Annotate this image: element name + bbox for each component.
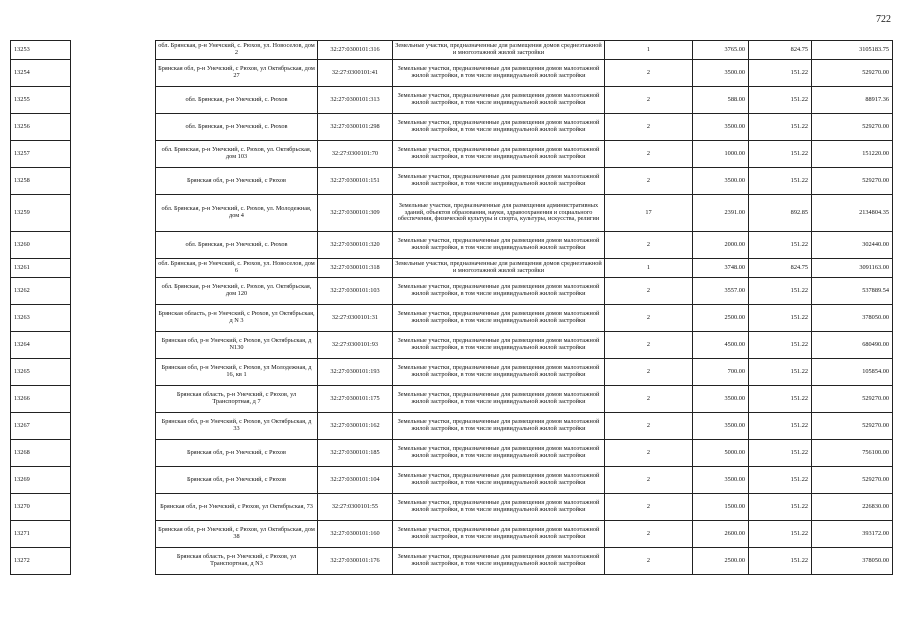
address-cell: Брянская обл, р-н Унечский, с Рюхов (156, 467, 318, 494)
spacer-cell (71, 278, 156, 305)
spacer-cell (71, 41, 156, 60)
area-cell: 2391.00 (693, 195, 749, 232)
land-use-cell: Земельные участки, предназначенные для размещения домов малоэтажной жилой застройки, в том числе индивидуальной жилой застройки (393, 232, 605, 259)
specific-value-cell: 151.22 (749, 386, 812, 413)
page-number: 722 (876, 14, 891, 25)
table-row (11, 494, 893, 521)
cadastral-number-cell: 32:27:0300101:316 (318, 41, 393, 60)
address-cell: Брянская обл, р-н Унечский, с Рюхов, ул Октябрьская, 73 (156, 494, 318, 521)
spacer-cell (71, 259, 156, 278)
group-number-cell: 2 (605, 232, 693, 259)
address-cell: обл. Брянская, р-н Унечский, с. Рюхов, ул. Октябрьская, дом 120 (156, 278, 318, 305)
cadastral-number-cell: 32:27:0300101:318 (318, 259, 393, 278)
cadastral-number-cell: 32:27:0300101:176 (318, 548, 393, 575)
cadastral-value-cell: 393172.00 (812, 521, 893, 548)
land-use-cell: Земельные участки, предназначенные для размещения домов среднеэтажной и многоэтажной жилой застройки (393, 259, 605, 278)
group-number-cell: 2 (605, 413, 693, 440)
cadastral-value-cell: 529270.00 (812, 386, 893, 413)
row-id-cell: 13258 (11, 168, 71, 195)
cadastral-value-cell: 2134804.35 (812, 195, 893, 232)
cadastral-number-cell: 32:27:0300101:298 (318, 114, 393, 141)
cadastral-value-cell: 151220.00 (812, 141, 893, 168)
land-use-cell: Земельные участки, предназначенные для размещения домов малоэтажной жилой застройки, в том числе индивидуальной жилой застройки (393, 386, 605, 413)
spacer-cell (71, 494, 156, 521)
cadastral-number-cell: 32:27:0300101:160 (318, 521, 393, 548)
cadastral-value-cell: 3091163.00 (812, 259, 893, 278)
area-cell: 3557.00 (693, 278, 749, 305)
row-id-cell: 13261 (11, 259, 71, 278)
table-row (11, 87, 893, 114)
land-use-cell: Земельные участки, предназначенные для размещения домов малоэтажной жилой застройки, в том числе индивидуальной жилой застройки (393, 467, 605, 494)
specific-value-cell: 151.22 (749, 494, 812, 521)
group-number-cell: 2 (605, 494, 693, 521)
address-cell: обл. Брянская, р-н Унечский, с. Рюхов, ул. Молодежная, дом 4 (156, 195, 318, 232)
cadastral-value-cell: 226830.00 (812, 494, 893, 521)
cadastral-number-cell: 32:27:0300101:151 (318, 168, 393, 195)
group-number-cell: 2 (605, 278, 693, 305)
area-cell: 3765.00 (693, 41, 749, 60)
cadastral-value-cell: 378050.00 (812, 305, 893, 332)
table-row (11, 467, 893, 494)
land-use-cell: Земельные участки, предназначенные для размещения домов малоэтажной жилой застройки, в том числе индивидуальной жилой застройки (393, 87, 605, 114)
row-id-cell: 13266 (11, 386, 71, 413)
row-id-cell: 13253 (11, 41, 71, 60)
area-cell: 3500.00 (693, 114, 749, 141)
address-cell: Брянская обл, р-н Унечский, с Рюхов, ул Октябрьская, д 33 (156, 413, 318, 440)
row-id-cell: 13256 (11, 114, 71, 141)
table-row (11, 413, 893, 440)
land-use-cell: Земельные участки, предназначенные для размещения домов малоэтажной жилой застройки, в том числе индивидуальной жилой застройки (393, 278, 605, 305)
land-plots-table (10, 40, 893, 575)
row-id-cell: 13263 (11, 305, 71, 332)
specific-value-cell: 151.22 (749, 521, 812, 548)
specific-value-cell: 151.22 (749, 413, 812, 440)
table-row (11, 359, 893, 386)
spacer-cell (71, 114, 156, 141)
spacer-cell (71, 141, 156, 168)
address-cell: обл. Брянская, р-н Унечский, с. Рюхов, ул. Октябрьская, дом 103 (156, 141, 318, 168)
spacer-cell (71, 87, 156, 114)
area-cell: 700.00 (693, 359, 749, 386)
area-cell: 3500.00 (693, 413, 749, 440)
row-id-cell: 13272 (11, 548, 71, 575)
address-cell: Брянская обл, р-н Унечский, с Рюхов, ул Октябрьская, д N130 (156, 332, 318, 359)
land-use-cell: Земельные участки, предназначенные для размещения домов малоэтажной жилой застройки, в том числе индивидуальной жилой застройки (393, 60, 605, 87)
land-use-cell: Земельные участки, предназначенные для размещения домов малоэтажной жилой застройки, в том числе индивидуальной жилой застройки (393, 114, 605, 141)
land-use-cell: Земельные участки, предназначенные для размещения административных зданий, объектов образования, науки, здравоохранения и социального обеспечения, физической культуры и спорта, культуры, искусства, религии (393, 195, 605, 232)
group-number-cell: 1 (605, 41, 693, 60)
table-row (11, 521, 893, 548)
cadastral-number-cell: 32:27:0300101:31 (318, 305, 393, 332)
table-row (11, 386, 893, 413)
specific-value-cell: 151.22 (749, 305, 812, 332)
cadastral-number-cell: 32:27:0300101:175 (318, 386, 393, 413)
row-id-cell: 13259 (11, 195, 71, 232)
address-cell: обл. Брянская, р-н Унечский, с. Рюхов (156, 114, 318, 141)
group-number-cell: 2 (605, 440, 693, 467)
area-cell: 3748.00 (693, 259, 749, 278)
row-id-cell: 13270 (11, 494, 71, 521)
table-row (11, 332, 893, 359)
spacer-cell (71, 232, 156, 259)
cadastral-number-cell: 32:27:0300101:193 (318, 359, 393, 386)
address-cell: Брянская обл, р-н Унечский, с Рюхов, ул Октябрьская, дом 27 (156, 60, 318, 87)
land-use-cell: Земельные участки, предназначенные для размещения домов малоэтажной жилой застройки, в том числе индивидуальной жилой застройки (393, 141, 605, 168)
spacer-cell (71, 467, 156, 494)
cadastral-value-cell: 756100.00 (812, 440, 893, 467)
cadastral-value-cell: 529270.00 (812, 168, 893, 195)
specific-value-cell: 151.22 (749, 141, 812, 168)
address-cell: обл. Брянская, р-н Унечский, с. Рюхов (156, 87, 318, 114)
land-use-cell: Земельные участки, предназначенные для размещения домов малоэтажной жилой застройки, в том числе индивидуальной жилой застройки (393, 440, 605, 467)
specific-value-cell: 151.22 (749, 278, 812, 305)
area-cell: 4500.00 (693, 332, 749, 359)
cadastral-value-cell: 680490.00 (812, 332, 893, 359)
table-row (11, 548, 893, 575)
land-use-cell: Земельные участки, предназначенные для размещения домов малоэтажной жилой застройки, в том числе индивидуальной жилой застройки (393, 359, 605, 386)
address-cell: обл. Брянская, р-н Унечский, с. Рюхов (156, 232, 318, 259)
specific-value-cell: 151.22 (749, 114, 812, 141)
cadastral-number-cell: 32:27:0300101:309 (318, 195, 393, 232)
area-cell: 2500.00 (693, 305, 749, 332)
area-cell: 2500.00 (693, 548, 749, 575)
specific-value-cell: 151.22 (749, 168, 812, 195)
group-number-cell: 1 (605, 259, 693, 278)
land-use-cell: Земельные участки, предназначенные для размещения домов малоэтажной жилой застройки, в том числе индивидуальной жилой застройки (393, 548, 605, 575)
cadastral-value-cell: 537889.54 (812, 278, 893, 305)
cadastral-number-cell: 32:27:0300101:55 (318, 494, 393, 521)
cadastral-number-cell: 32:27:0300101:93 (318, 332, 393, 359)
land-use-cell: Земельные участки, предназначенные для размещения домов малоэтажной жилой застройки, в том числе индивидуальной жилой застройки (393, 413, 605, 440)
cadastral-value-cell: 378050.00 (812, 548, 893, 575)
group-number-cell: 2 (605, 114, 693, 141)
group-number-cell: 2 (605, 87, 693, 114)
area-cell: 3500.00 (693, 467, 749, 494)
address-cell: Брянская обл, р-н Унечский, с Рюхов, ул Молодежная, д 16, кв 1 (156, 359, 318, 386)
cadastral-value-cell: 105854.00 (812, 359, 893, 386)
cadastral-value-cell: 3105183.75 (812, 41, 893, 60)
land-use-cell: Земельные участки, предназначенные для размещения домов малоэтажной жилой застройки, в том числе индивидуальной жилой застройки (393, 521, 605, 548)
cadastral-number-cell: 32:27:0300101:313 (318, 87, 393, 114)
specific-value-cell: 151.22 (749, 440, 812, 467)
cadastral-value-cell: 529270.00 (812, 413, 893, 440)
group-number-cell: 2 (605, 305, 693, 332)
cadastral-number-cell: 32:27:0300101:162 (318, 413, 393, 440)
spacer-cell (71, 440, 156, 467)
specific-value-cell: 151.22 (749, 87, 812, 114)
group-number-cell: 2 (605, 548, 693, 575)
row-id-cell: 13262 (11, 278, 71, 305)
address-cell: обл. Брянская, р-н Унечский, с. Рюхов, ул. Новоселов, дом 6 (156, 259, 318, 278)
group-number-cell: 2 (605, 359, 693, 386)
cadastral-number-cell: 32:27:0300101:104 (318, 467, 393, 494)
group-number-cell: 2 (605, 386, 693, 413)
specific-value-cell: 892.85 (749, 195, 812, 232)
spacer-cell (71, 548, 156, 575)
area-cell: 1500.00 (693, 494, 749, 521)
cadastral-value-cell: 529270.00 (812, 114, 893, 141)
spacer-cell (71, 305, 156, 332)
row-id-cell: 13268 (11, 440, 71, 467)
address-cell: Брянская обл, р-н Унечский, с Рюхов, ул Октябрьская, дом 38 (156, 521, 318, 548)
group-number-cell: 2 (605, 332, 693, 359)
cadastral-value-cell: 302440.00 (812, 232, 893, 259)
spacer-cell (71, 168, 156, 195)
table-row (11, 440, 893, 467)
table-row (11, 259, 893, 278)
table-row (11, 305, 893, 332)
table-row (11, 41, 893, 60)
row-id-cell: 13264 (11, 332, 71, 359)
table-row (11, 195, 893, 232)
cadastral-number-cell: 32:27:0300101:103 (318, 278, 393, 305)
cadastral-value-cell: 529270.00 (812, 60, 893, 87)
specific-value-cell: 151.22 (749, 332, 812, 359)
cadastral-number-cell: 32:27:0300101:185 (318, 440, 393, 467)
spacer-cell (71, 195, 156, 232)
cadastral-value-cell: 529270.00 (812, 467, 893, 494)
spacer-cell (71, 359, 156, 386)
row-id-cell: 13257 (11, 141, 71, 168)
land-use-cell: Земельные участки, предназначенные для размещения домов малоэтажной жилой застройки, в том числе индивидуальной жилой застройки (393, 168, 605, 195)
group-number-cell: 2 (605, 60, 693, 87)
spacer-cell (71, 521, 156, 548)
area-cell: 3500.00 (693, 168, 749, 195)
row-id-cell: 13265 (11, 359, 71, 386)
land-use-cell: Земельные участки, предназначенные для размещения домов малоэтажной жилой застройки, в том числе индивидуальной жилой застройки (393, 305, 605, 332)
address-cell: Брянская область, р-н Унечский, с Рюхов, ул Транспортная, д 7 (156, 386, 318, 413)
row-id-cell: 13271 (11, 521, 71, 548)
area-cell: 2600.00 (693, 521, 749, 548)
table-row (11, 168, 893, 195)
specific-value-cell: 151.22 (749, 548, 812, 575)
specific-value-cell: 151.22 (749, 467, 812, 494)
land-use-cell: Земельные участки, предназначенные для размещения домов среднеэтажной и многоэтажной жилой застройки (393, 41, 605, 60)
specific-value-cell: 151.22 (749, 232, 812, 259)
cadastral-number-cell: 32:27:0300101:320 (318, 232, 393, 259)
area-cell: 3500.00 (693, 60, 749, 87)
specific-value-cell: 151.22 (749, 359, 812, 386)
area-cell: 1000.00 (693, 141, 749, 168)
table-row (11, 278, 893, 305)
address-cell: Брянская обл, р-н Унечский, с Рюхов (156, 168, 318, 195)
spacer-cell (71, 60, 156, 87)
spacer-cell (71, 413, 156, 440)
specific-value-cell: 151.22 (749, 60, 812, 87)
row-id-cell: 13255 (11, 87, 71, 114)
spacer-cell (71, 386, 156, 413)
address-cell: Брянская обл, р-н Унечский, с Рюхов (156, 440, 318, 467)
row-id-cell: 13254 (11, 60, 71, 87)
cadastral-value-cell: 88917.36 (812, 87, 893, 114)
row-id-cell: 13267 (11, 413, 71, 440)
address-cell: Брянская область, р-н Унечский, с Рюхов, ул Транспортная, д N3 (156, 548, 318, 575)
group-number-cell: 17 (605, 195, 693, 232)
table-row (11, 60, 893, 87)
area-cell: 2000.00 (693, 232, 749, 259)
address-cell: обл. Брянская, р-н Унечский, с. Рюхов, ул. Новоселов, дом 2 (156, 41, 318, 60)
table-row (11, 232, 893, 259)
table-row (11, 141, 893, 168)
area-cell: 5000.00 (693, 440, 749, 467)
land-use-cell: Земельные участки, предназначенные для размещения домов малоэтажной жилой застройки, в том числе индивидуальной жилой застройки (393, 494, 605, 521)
group-number-cell: 2 (605, 168, 693, 195)
specific-value-cell: 824.75 (749, 41, 812, 60)
table-row (11, 114, 893, 141)
cadastral-number-cell: 32:27:0300101:41 (318, 60, 393, 87)
group-number-cell: 2 (605, 521, 693, 548)
address-cell: Брянская область, р-н Унечский, с Рюхов, ул Октябрьская, д N 3 (156, 305, 318, 332)
cadastral-number-cell: 32:27:0300101:70 (318, 141, 393, 168)
row-id-cell: 13260 (11, 232, 71, 259)
area-cell: 588.00 (693, 87, 749, 114)
specific-value-cell: 824.75 (749, 259, 812, 278)
spacer-cell (71, 332, 156, 359)
land-use-cell: Земельные участки, предназначенные для размещения домов малоэтажной жилой застройки, в том числе индивидуальной жилой застройки (393, 332, 605, 359)
area-cell: 3500.00 (693, 386, 749, 413)
group-number-cell: 2 (605, 467, 693, 494)
group-number-cell: 2 (605, 141, 693, 168)
row-id-cell: 13269 (11, 467, 71, 494)
